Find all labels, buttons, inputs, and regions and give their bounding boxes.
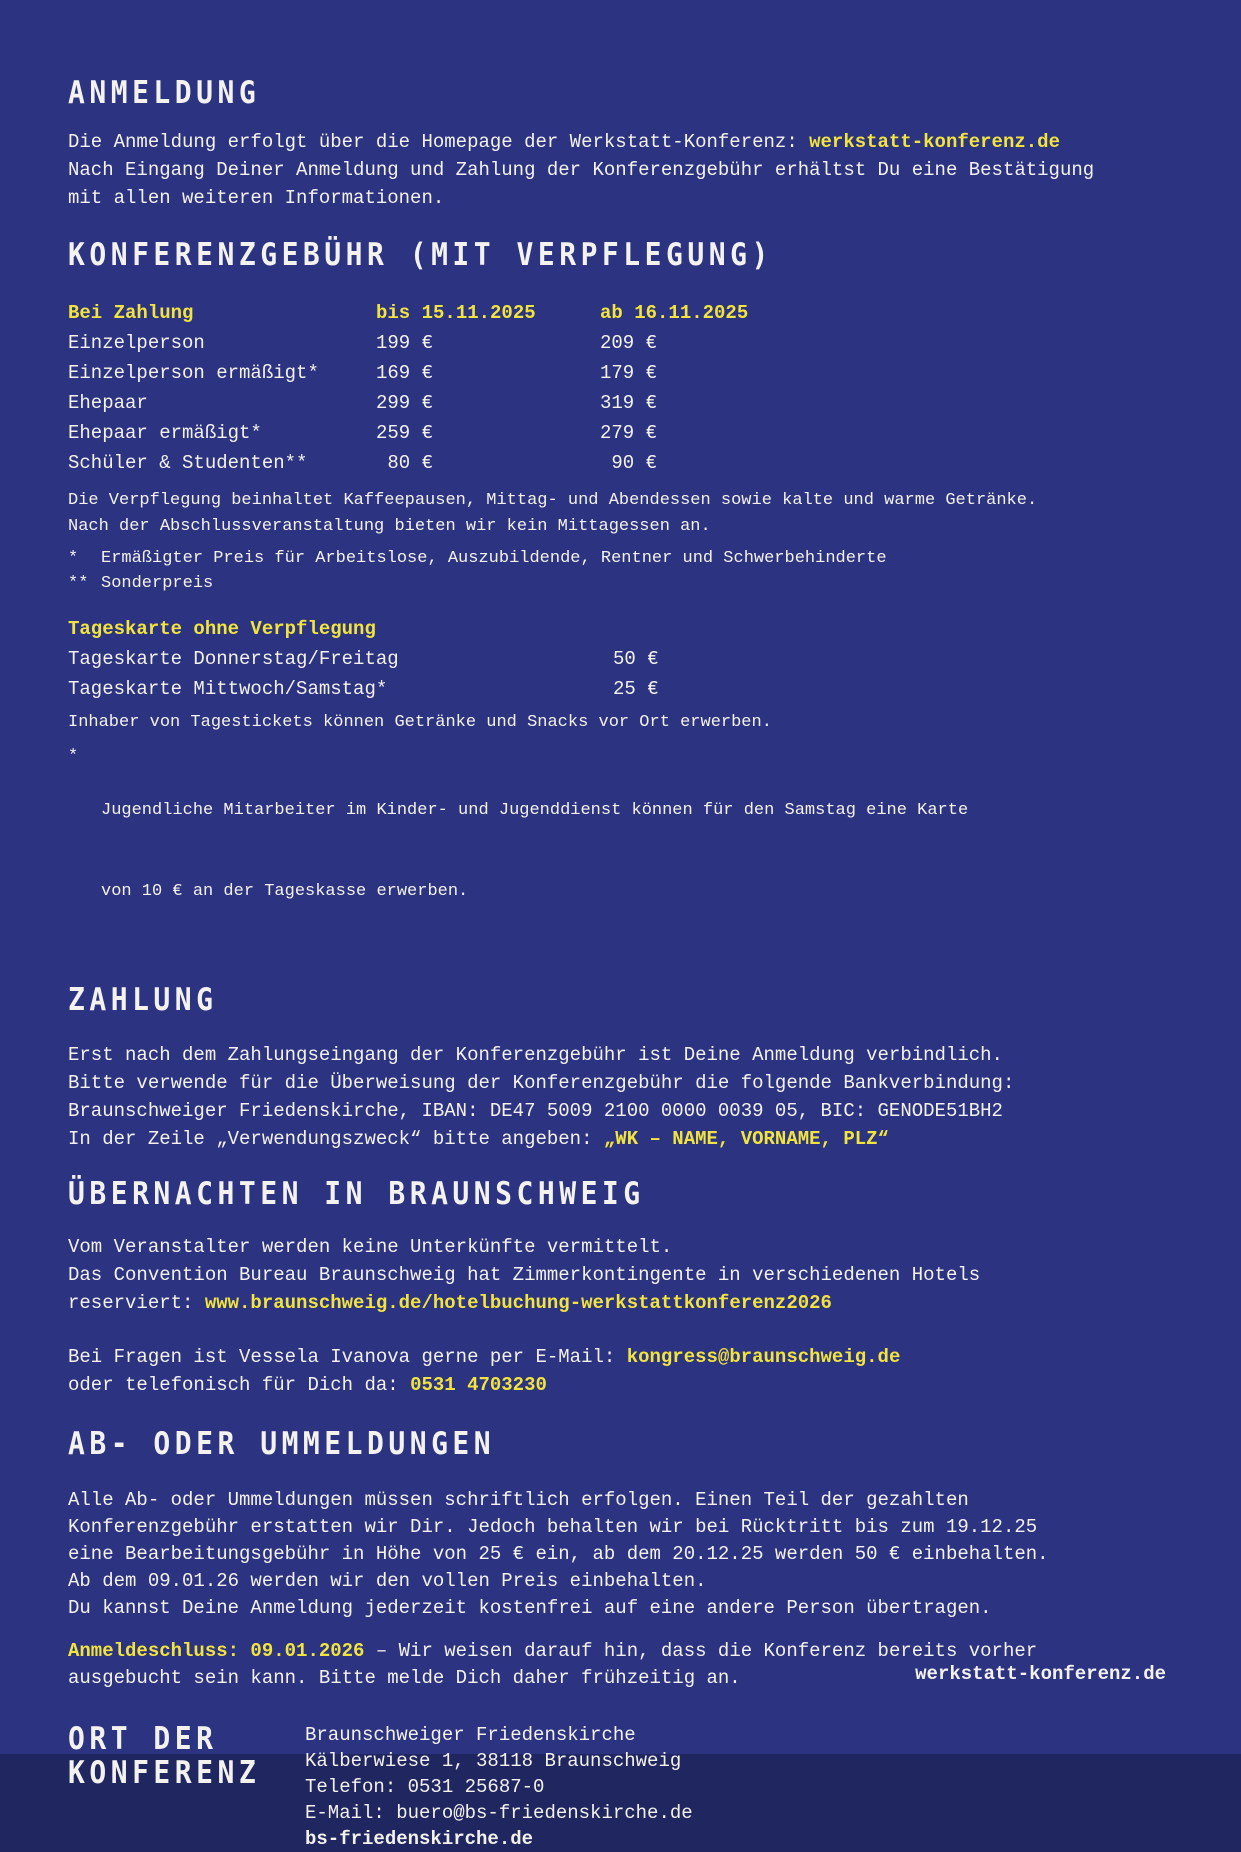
venue-name: Braunschweiger Friedenskirche: [305, 1724, 636, 1746]
fee-label: Schüler & Studenten**: [68, 452, 308, 474]
fee-col-header-late: ab 16.11.2025: [600, 302, 749, 324]
ummeldungen-line-5: Du kannst Deine Anmeldung jederzeit kostenfrei auf eine andere Person übertragen.: [68, 1597, 992, 1619]
footnote-marker: *: [68, 549, 79, 568]
footer-heading: [68, 1719, 305, 1852]
fee-early: 199 €: [376, 332, 434, 354]
ummeldungen-line-2: Konferenzgebühr erstatten wir Dir. Jedoch behalten wir bei Rücktritt bis zum 19.12.25: [68, 1516, 1038, 1538]
footer-address-block: [305, 1722, 693, 1852]
anmeldung-line-1-text: Die Anmeldung erfolgt über die Homepage der Werkstatt-Konferenz:: [68, 131, 810, 153]
contact-paragraph: [68, 1343, 1201, 1399]
zahlung-line-2: Bitte verwende für die Überweisung der Konferenzgebühr die folgende Bankverbindung:: [68, 1072, 1015, 1094]
contact-line-1-text: Bei Fragen ist Vessela Ivanova gerne per E-Mail:: [68, 1346, 627, 1368]
fee-col-header-label: Bei Zahlung: [68, 302, 194, 324]
reserviert-text: reserviert:: [68, 1292, 205, 1314]
uebernachten-paragraph: [68, 1233, 1201, 1317]
anmeldeschluss-date: Anmeldeschluss: 09.01.2026: [68, 1640, 365, 1662]
footnote-text: [101, 743, 968, 959]
table-row: [68, 358, 1201, 388]
fee-early: 169 €: [376, 362, 434, 384]
uebernachten-line-3: [68, 1289, 1201, 1317]
footnote-marker: *: [68, 747, 79, 766]
fee-label: Einzelperson: [68, 332, 205, 354]
footer: [68, 1719, 1201, 1852]
footer-heading-line-1: ORT DER: [68, 1719, 218, 1757]
table-row: [68, 674, 1201, 704]
venue-email[interactable]: E-Mail: buero@bs-friedenskirche.de: [305, 1802, 693, 1824]
anmeldung-line-2: Nach Eingang Deiner Anmeldung und Zahlung der Konferenzgebühr erhältst Du eine Bestätigung: [68, 159, 1095, 181]
day-price: 50 €: [613, 648, 659, 670]
day-label: Tageskarte Mittwoch/Samstag*: [68, 678, 388, 700]
verpflegung-note-line-2: Nach der Abschlussveranstaltung bieten wir kein Mittagessen an.: [68, 517, 711, 536]
fee-late: 179 €: [600, 362, 658, 384]
fee-label: Ehepaar: [68, 392, 148, 414]
venue-phone: Telefon: 0531 25687-0: [305, 1776, 545, 1798]
table-row: [68, 418, 1201, 448]
verpflegung-note: [68, 488, 1201, 540]
day-label: Tageskarte Donnerstag/Freitag: [68, 648, 399, 670]
contact-line-2-text: oder telefonisch für Dich da:: [68, 1374, 411, 1396]
jugend-footnote: [68, 743, 1201, 959]
tageskarte-heading: Tageskarte ohne Verpflegung: [68, 618, 376, 640]
section-heading-konferenzgebuehr: KONFERENZGEBÜHR (MIT VERPFLEGUNG): [68, 235, 773, 273]
ummeldungen-line-3: eine Bearbeitungsgebühr in Höhe von 25 € ein, ab dem 20.12.25 werden 50 € einbehalten.: [68, 1543, 1049, 1565]
fee-late: 279 €: [600, 422, 658, 444]
footnote-text: Sonderpreis: [101, 574, 214, 593]
fee-early: 259 €: [376, 422, 434, 444]
contact-line-1: [68, 1343, 1201, 1371]
venue-website-link[interactable]: bs-friedenskirche.de: [305, 1828, 534, 1850]
fee-label: Ehepaar ermäßigt*: [68, 422, 262, 444]
anmeldeschluss-rest: – Wir weisen darauf hin, dass die Konferenz bereits vorher: [364, 1640, 1038, 1662]
fee-footnotes: [68, 546, 1201, 596]
table-row: [68, 328, 1201, 358]
fee-early: 80 €: [376, 452, 434, 474]
anmeldung-line-1: [68, 128, 1201, 156]
section-heading-anmeldung: ANMELDUNG: [68, 73, 261, 111]
verwendungszweck-value: „WK – NAME, VORNAME, PLZ“: [603, 1128, 889, 1150]
fee-table: [68, 298, 1201, 478]
fee-late: 209 €: [600, 332, 658, 354]
kongress-email-link[interactable]: kongress@braunschweig.de: [626, 1346, 901, 1368]
venue-address: Kälberwiese 1, 38118 Braunschweig: [305, 1750, 682, 1772]
fee-col-header-early: bis 15.11.2025: [376, 302, 536, 324]
table-row: [68, 448, 1201, 478]
anmeldeschluss-line-1: [68, 1638, 1201, 1665]
zahlung-line-3: Braunschweiger Friedenskirche, IBAN: DE47 5009 2100 0000 0039 05, BIC: GENODE51BH2: [68, 1100, 1003, 1122]
table-row: [68, 644, 1201, 674]
zahlung-paragraph: [68, 1041, 1201, 1153]
ummeldungen-paragraph: [68, 1487, 1201, 1622]
footnote-ermaessigt: [68, 546, 1201, 571]
footnote-marker: **: [68, 574, 89, 593]
verpflegung-note-line-1: Die Verpflegung beinhaltet Kaffeepausen, Mittag- und Abendessen sowie kalte und warme Getränke.: [68, 491, 1038, 510]
zahlung-line-4: [68, 1125, 1201, 1153]
table-row: [68, 388, 1201, 418]
uebernachten-line-2: Das Convention Bureau Braunschweig hat Zimmerkontingente in verschiedenen Hotels: [68, 1264, 981, 1286]
footnote-text: Ermäßigter Preis für Arbeitslose, Auszubildende, Rentner und Schwerbehinderte: [101, 549, 887, 568]
tageskarte-table: [68, 644, 1201, 704]
footer-heading-line-2: KONFERENZ: [68, 1753, 261, 1791]
jugend-footnote-line-1: Jugendliche Mitarbeiter im Kinder- und Jugenddienst können für den Samstag eine Karte: [101, 801, 969, 820]
uebernachten-line-1: Vom Veranstalter werden keine Unterkünfte vermittelt.: [68, 1236, 673, 1258]
contact-line-2: [68, 1371, 1201, 1399]
jugend-footnote-line-2: von 10 € an der Tageskasse erwerben.: [101, 882, 469, 901]
section-heading-zahlung: ZAHLUNG: [68, 980, 218, 1018]
fee-label: Einzelperson ermäßigt*: [68, 362, 319, 384]
hotelbuchung-link[interactable]: www.braunschweig.de/hotelbuchung-werkstattkonferenz2026: [204, 1292, 832, 1314]
section-heading-ummeldungen: AB- ODER UMMELDUNGEN: [68, 1424, 496, 1462]
anmeldung-paragraph: [68, 128, 1201, 212]
ummeldungen-line-4: Ab dem 09.01.26 werden wir den vollen Preis einbehalten.: [68, 1570, 707, 1592]
fee-late: 319 €: [600, 392, 658, 414]
section-heading-uebernachten: ÜBERNACHTEN IN BRAUNSCHWEIG: [68, 1174, 645, 1212]
werkstatt-konferenz-footer-link[interactable]: werkstatt-konferenz.de: [915, 1663, 1166, 1685]
zahlung-line-4-text: In der Zeile „Verwendungszweck“ bitte angeben:: [68, 1128, 604, 1150]
tagesticket-note: Inhaber von Tagestickets können Getränke und Snacks vor Ort erwerben.: [68, 713, 772, 732]
zahlung-line-1: Erst nach dem Zahlungseingang der Konferenzgebühr ist Deine Anmeldung verbindlich.: [68, 1044, 1003, 1066]
anmeldung-line-3: mit allen weiteren Informationen.: [68, 187, 445, 209]
anmeldeschluss-line-2: ausgebucht sein kann. Bitte melde Dich daher frühzeitig an.: [68, 1667, 741, 1689]
fee-early: 299 €: [376, 392, 434, 414]
footnote-sonderpreis: [68, 571, 1201, 596]
werkstatt-konferenz-link[interactable]: werkstatt-konferenz.de: [809, 131, 1060, 153]
day-price: 25 €: [613, 678, 659, 700]
ummeldungen-line-1: Alle Ab- oder Ummeldungen müssen schriftlich erfolgen. Einen Teil der gezahlten: [68, 1489, 969, 1511]
fee-table-header-row: [68, 298, 1201, 328]
fee-late: 90 €: [600, 452, 658, 474]
contact-phone: 0531 4703230: [410, 1374, 547, 1396]
